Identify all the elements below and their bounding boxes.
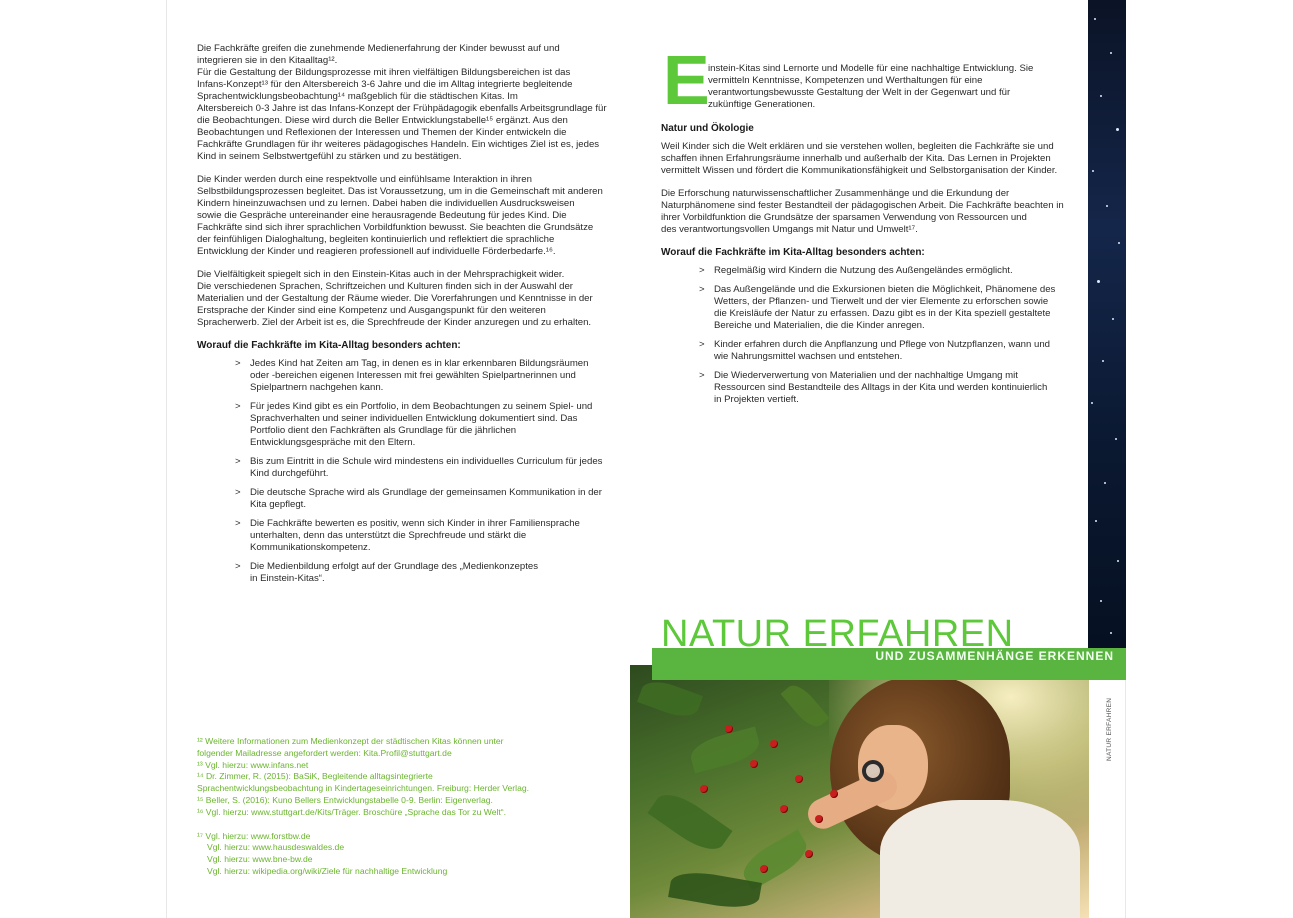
footnote-line: ¹⁴ Dr. Zimmer, R. (2015): BaSiK, Begleitende alltagsintegrierte — [197, 771, 433, 782]
text-line: die Kreisläufe der Natur zu erfassen. Dazu gibt es in der Kita speziell gestaltete — [714, 308, 1051, 319]
text-line: Fachkräfte sind sich ihrer sprachlichen Vorbildfunktion bewusst. Sie beachten die Grundsätze — [197, 222, 594, 233]
left-paragraph-1 — [197, 43, 607, 163]
list-item — [197, 456, 602, 480]
list-marker: > — [699, 265, 705, 276]
section-title: NATUR ERFAHREN — [661, 613, 1014, 655]
text-line: Entwicklung der Kinder und reagieren professionell auf individuelle Förderbedarfe.¹⁶. — [197, 246, 556, 257]
list-item — [197, 561, 602, 585]
right-paragraph-1 — [661, 141, 1061, 177]
footnote-line: Vgl. hierzu: wikipedia.org/wiki/Ziele für nachhaltige Entwicklung — [207, 865, 448, 876]
left-bullet-list — [197, 358, 602, 585]
text-line: Altersbereich 0-3 Jahre ist das Infans-Konzept der Frühpädagogik ebenfalls Arbeitsgrundlage für — [197, 103, 607, 114]
dropcap-letter: E — [663, 41, 710, 119]
text-line: Die Fachkräfte bewerten es positiv, wenn sich Kinder in ihrer Familiensprache — [250, 518, 580, 529]
text-line: Erstsprache der Kinder sind eine Kompetenz und Ausgangspunkt für den weiteren — [197, 305, 546, 316]
text-line: Kind durchgeführt. — [250, 468, 329, 479]
footnote-line: ¹⁶ Vgl. hierzu: www.stuttgart.de/Kits/Träger. Broschüre „Sprache das Tor zu Welt“. — [197, 806, 507, 817]
text-line: Bereiche und Materialien, die die Kinder anregen. — [714, 320, 925, 331]
text-line: integrieren sie in den Kitaalltag¹². — [197, 55, 338, 66]
text-line: Sprachentwicklungsbeobachtung¹⁴ maßgeblich für die städtischen Kitas. Im — [197, 91, 518, 102]
text-line: die Beobachtungen. Diese wird durch die Beller Entwicklungstabelle¹⁵ ergänzt. Aus den — [197, 115, 568, 126]
section-heading: Natur und Ökologie — [661, 123, 754, 134]
text-line: des verantwortungsvollen Umgangs mit Natur und Umwelt¹⁷. — [661, 224, 918, 235]
text-line: der feinfühligen Dialoghaltung, begleiten kontinuierlich und reflektiert die sprachliche — [197, 234, 555, 245]
text-line: Für die Gestaltung der Bildungsprozesse mit ihren vielfältigen Bildungsbereichen ist das — [197, 67, 571, 78]
left-column — [197, 43, 607, 592]
list-item — [197, 401, 602, 449]
text-line: Spracherwerb. Ziel der Arbeit ist es, die Sprechfreude der Kinder anzuregen und zu erhalten. — [197, 317, 592, 328]
text-line: Spielpartnern nachgehen kann. — [250, 382, 384, 393]
footnote-line: ¹³ Vgl. hierzu: www.infans.net — [197, 759, 309, 770]
footnote-line: folgender Mailadresse angefordert werden: Kita.Profil@stuttgart.de — [197, 747, 452, 758]
text-line: Selbstbildungsprozessen begleitet. Das ist Voraussetzung, um in die Gemeinschaft mit anderen — [197, 186, 603, 197]
list-marker: > — [699, 339, 705, 350]
text-line: in Einstein-Kitas“. — [250, 573, 325, 584]
text-line: Die Wiederverwertung von Materialien und der nachhaltige Umgang mit — [714, 370, 1018, 381]
text-line: vermittelt Wissen und fördert die Kommunikationsfähigkeit und Selbstorganisation der Kinder. — [661, 165, 1058, 176]
text-line: sowie die Gespräche untereinander eine herausragende Bedeutung für jedes Kind. Die — [197, 210, 567, 221]
text-line: zukünftige Generationen. — [708, 99, 816, 110]
list-item — [661, 370, 1061, 406]
nature-photo — [630, 665, 1089, 918]
text-line: Regelmäßig wird Kindern die Nutzung des Außengeländes ermöglicht. — [714, 265, 1013, 276]
left-list-heading: Worauf die Fachkräfte im Kita-Alltag besonders achten: — [197, 340, 461, 351]
text-line: Infans-Konzept¹³ für den Altersbereich 3-6 Jahre und die im Alltag integrierte begleitende — [197, 79, 573, 90]
text-line: unterhalten, denn das unterstützt die Sprechfreude und stärkt die — [250, 530, 527, 541]
starry-sky-strip — [1088, 0, 1126, 650]
list-marker: > — [235, 518, 241, 529]
text-line: Die Erforschung naturwissenschaftlicher Zusammenhänge und die Erkundung der — [661, 188, 1010, 199]
text-line: in Projekten vertieft. — [714, 394, 799, 405]
left-paragraph-3 — [197, 269, 602, 329]
text-line: Entwicklungsgespräche mit den Eltern. — [250, 437, 416, 448]
list-marker: > — [235, 561, 241, 572]
list-marker: > — [235, 401, 241, 412]
text-line: Portfolio dient den Fachkräften als Grundlage für die jährlichen — [250, 425, 517, 436]
right-bullet-list — [661, 265, 1061, 406]
text-line: Die Fachkräfte greifen die zunehmende Medienerfahrung der Kinder bewusst auf und — [197, 43, 560, 54]
page-edge-left — [166, 0, 167, 918]
list-marker: > — [235, 487, 241, 498]
list-marker: > — [235, 358, 241, 369]
magnifying-glass-icon — [862, 760, 884, 782]
text-line: verantwortungsbewusste Gestaltung der Welt in der Gegenwart und für — [708, 87, 1011, 98]
text-line: Materialien und der Gestaltung der Räume wieder. Die Vorerfahrungen und Kenntnisse in der — [197, 293, 593, 304]
list-item — [661, 339, 1061, 363]
list-marker: > — [699, 284, 705, 295]
text-line: Die verschiedenen Sprachen, Schriftzeichen und Kulturen finden sich in der Auswahl der — [197, 281, 573, 292]
text-line: Naturphänomene sind fester Bestandteil der pädagogischen Arbeit. Die Fachkräfte beachten in — [661, 200, 1064, 211]
text-line: Kinder erfahren durch die Anpflanzung und Pflege von Nutzpflanzen, wann und — [714, 339, 1051, 350]
text-line: Die deutsche Sprache wird als Grundlage der gemeinsamen Kommunikation in der — [250, 487, 602, 498]
text-line: Jedes Kind hat Zeiten am Tag, in denen es in klar erkennbaren Bildungsräumen — [250, 358, 589, 369]
list-marker: > — [699, 370, 705, 381]
right-column — [661, 41, 1064, 413]
text-line: Die Vielfältigkeit spiegelt sich in den Einstein-Kitas auch in der Mehrsprachigkeit wider. — [197, 269, 565, 280]
footnote-line: ¹⁵ Beller, S. (2016): Kuno Bellers Entwicklungstabelle 0-9. Berlin: Eigenverlag. — [197, 794, 493, 805]
text-line: Kommunikationskompetenz. — [250, 542, 371, 553]
text-line: Die Medienbildung erfolgt auf der Grundlage des „Medienkonzeptes — [250, 561, 538, 572]
text-line: Das Außengelände und die Exkursionen bieten die Möglichkeit, Phänomene des — [714, 284, 1056, 295]
section-subtitle: UND ZUSAMMENHÄNGE ERKENNEN — [875, 649, 1114, 663]
list-item — [197, 518, 602, 554]
footnote-line: ¹² Weitere Informationen zum Medienkonzept der städtischen Kitas können unter — [197, 736, 504, 746]
text-line: wie Nahrungsmittel wachsen und entstehen. — [714, 351, 903, 362]
right-paragraph-2 — [661, 188, 1064, 236]
text-line: vermitteln Kenntnisse, Kompetenzen und Werthaltungen für eine — [708, 75, 983, 86]
text-line: Beobachtungen und Reflexionen der Interessen und Themen der Kinder entwickeln die — [197, 127, 567, 138]
text-line: oder -bereichen eigenen Interessen mit frei gewählten Spielpartnerinnen und — [250, 370, 576, 381]
intro-paragraph — [661, 41, 1061, 119]
text-line: Für jedes Kind gibt es ein Portfolio, in dem Beobachtungen zu seinem Spiel- und — [250, 401, 593, 412]
list-item — [197, 487, 602, 511]
footnotes — [197, 736, 617, 878]
footnote-line: Sprachentwicklungsbeobachtung in Kindertageseinrichtungen. Freiburg: Herder Verlag. — [197, 783, 530, 794]
text-line: Sprachverhalten und seiner individuellen Entwicklung dokumentiert sind. Das — [250, 413, 578, 424]
text-line: Kindern hineinzuwachsen und zu lernen. Dabei haben die individuellen Ausdrucksweisen — [197, 198, 575, 209]
side-label — [1106, 697, 1118, 761]
text-line: Ressourcen sind Bestandteile des Alltags in der Kita und werden kontinuierlich — [714, 382, 1048, 393]
text-line: Wetters, der Pflanzen- und Tierwelt und der vier Elemente zu erforschen sowie — [714, 296, 1049, 307]
text-line: schaffen ihnen Erfahrungsräume innerhalb und außerhalb der Kita. Das Lernen in Projekten — [661, 153, 1051, 164]
text-line: Fachkräfte Grundlagen für ihr weiteres pädagogisches Handeln. Ein wichtiges Ziel ist es, jedes — [197, 139, 600, 150]
right-list-heading: Worauf die Fachkräfte im Kita-Alltag besonders achten: — [661, 247, 925, 258]
text-line: Kita gepflegt. — [250, 499, 307, 510]
list-item — [197, 358, 602, 394]
side-label-text: NATUR ERFAHREN — [1106, 697, 1113, 761]
left-paragraph-2 — [197, 174, 602, 258]
footnote-line: Vgl. hierzu: www.bne-bw.de — [207, 854, 313, 865]
footnote-line: Vgl. hierzu: www.hausdeswaldes.de — [207, 842, 345, 853]
list-marker: > — [235, 456, 241, 467]
list-item — [661, 284, 1061, 332]
text-line: ihrer Vorbildfunktion die Grundsätze der sparsamen Verwendung von Ressourcen und — [661, 212, 1027, 223]
text-line: Kind in seinem Selbstwertgefühl zu stärken und zu bestätigen. — [197, 151, 462, 162]
text-line: Bis zum Eintritt in die Schule wird mindestens ein individuelles Curriculum für jedes — [250, 456, 603, 467]
footnote-line: ¹⁷ Vgl. hierzu: www.forstbw.de — [197, 830, 311, 841]
text-line: Die Kinder werden durch eine respektvolle und einfühlsame Interaktion in ihren — [197, 174, 532, 185]
list-item — [661, 265, 1061, 277]
text-line: Weil Kinder sich die Welt erklären und sie verstehen wollen, begleiten die Fachkräfte sie und — [661, 141, 1054, 152]
text-line: instein-Kitas sind Lernorte und Modelle für eine nachhaltige Entwicklung. Sie — [708, 63, 1034, 74]
